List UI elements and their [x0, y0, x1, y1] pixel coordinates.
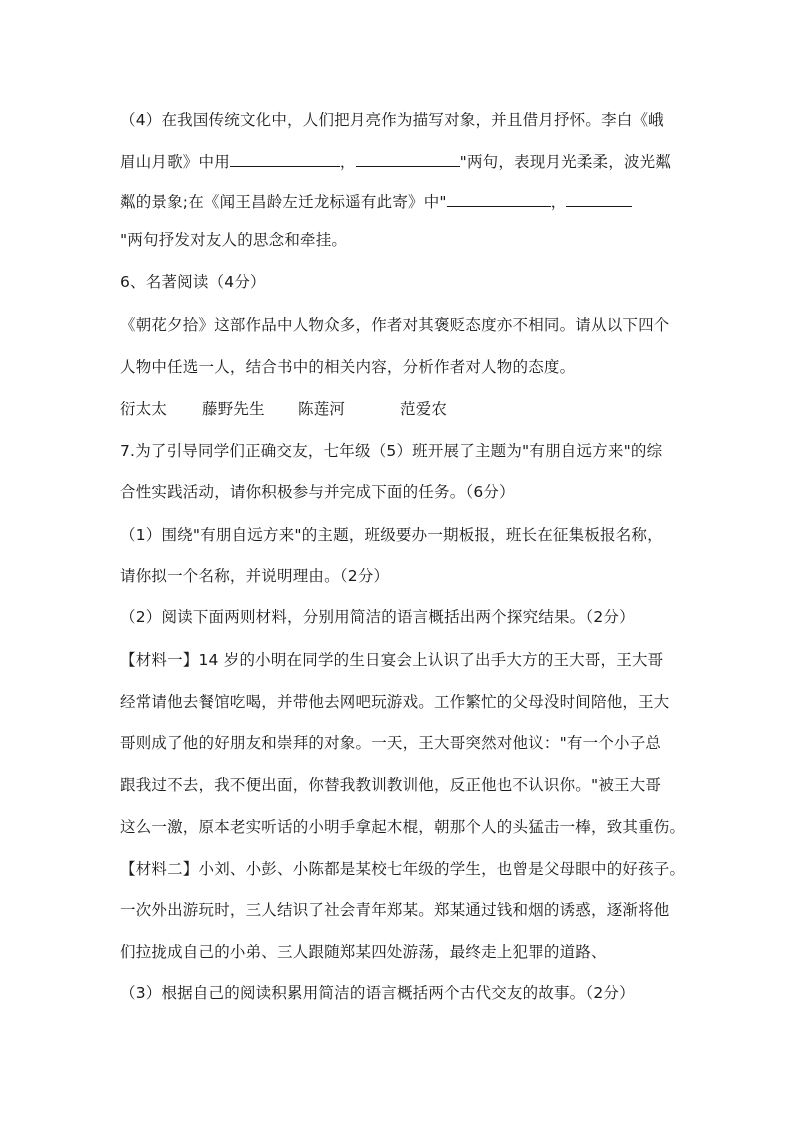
- material-2-line-2: 一次外出游玩时，三人结识了社会青年郑某。郑某通过钱和烟的诱惑，逐渐将他: [120, 901, 670, 919]
- q4-line-2: [120, 150, 680, 172]
- q4-line-2-text-a: 眉山月歌》中用: [120, 153, 230, 171]
- q4-line-2-text-c: "两句，表现月光柔柔，波光粼: [459, 153, 672, 171]
- character-name: 衍太太: [120, 400, 168, 418]
- answer-blank-3[interactable]: [447, 190, 551, 207]
- material-1-line-4: 跟我过不去，我不便出面，你替我教训教训他，反正他也不认识你。"被王大哥: [120, 776, 662, 794]
- material-1-line-1: 【材料一】14 岁的小明在同学的生日宴会上认识了出手大方的王大哥，王大哥: [120, 651, 664, 669]
- character-name: 范爱农: [400, 400, 448, 418]
- q4-line-4: "两句抒发对友人的思念和牵挂。: [120, 231, 348, 249]
- q7-sub3: （3）根据自己的阅读积累用简洁的语言概括两个古代交友的故事。（2分）: [120, 984, 635, 1002]
- q4-line-3-text-a: 粼的景象;在《闻王昌龄左迁龙标遥有此寄》中": [120, 193, 447, 211]
- q6-line-1: 《朝花夕拾》这部作品中人物众多，作者对其褒贬态度亦不相同。请从以下四个: [120, 316, 670, 334]
- material-1-line-2: 经常请他去餐馆吃喝，并带他去网吧玩游戏。工作繁忙的父母没时间陪他，王大: [120, 693, 670, 711]
- character-name: 藤野先生: [202, 400, 265, 418]
- q7-line-1: 7.为了引导同学们正确交友，七年级（5）班开展了主题为"有朋自远方来"的综: [120, 442, 663, 460]
- material-2-line-3: 们拉拢成自己的小弟、三人跟随郑某四处游荡，最终走上犯罪的道路、: [120, 943, 607, 961]
- answer-blank-2[interactable]: [356, 150, 460, 167]
- q4-line-2-text-b: ，: [339, 153, 356, 171]
- q7-sub1-line-1: （1）围绕"有朋自远方来"的主题，班级要办一期板报，班长在征集板报名称，: [120, 526, 663, 544]
- character-name: 陈莲河: [298, 400, 346, 418]
- q4-line-1: （4）在我国传统文化中，人们把月亮作为描写对象，并且借月抒怀。李白《峨: [120, 111, 664, 129]
- q6-line-2: 人物中任选一人，结合书中的相关内容，分析作者对人物的态度。: [120, 358, 576, 376]
- q6-character-list: [120, 399, 680, 419]
- material-2-line-1: 【材料二】小刘、小彭、小陈都是某校七年级的学生，也曾是父母眼中的好孩子。: [120, 860, 686, 878]
- answer-blank-1[interactable]: [230, 150, 340, 167]
- answer-blank-4[interactable]: [566, 190, 632, 207]
- material-1-line-5: 这么一激，原本老实听话的小明手拿起木棍，朝那个人的头猛击一棒，致其重伤。: [120, 818, 686, 836]
- q7-sub2: （2）阅读下面两则材料，分别用简洁的语言概括出两个探究结果。（2分）: [120, 608, 635, 626]
- q7-sub1-line-2: 请你拟一个名称，并说明理由。（2分）: [120, 567, 390, 585]
- q7-line-2: 合性实践活动，请你积极参与并完成下面的任务。（6分）: [120, 483, 515, 501]
- q4-line-3: [120, 190, 680, 212]
- q4-line-3-text-b: ，: [550, 193, 567, 211]
- q6-title: 6、名著阅读（4分）: [120, 273, 266, 291]
- material-1-line-3: 哥则成了他的好朋友和崇拜的对象。一天，王大哥突然对他议："有一个小子总: [120, 734, 662, 752]
